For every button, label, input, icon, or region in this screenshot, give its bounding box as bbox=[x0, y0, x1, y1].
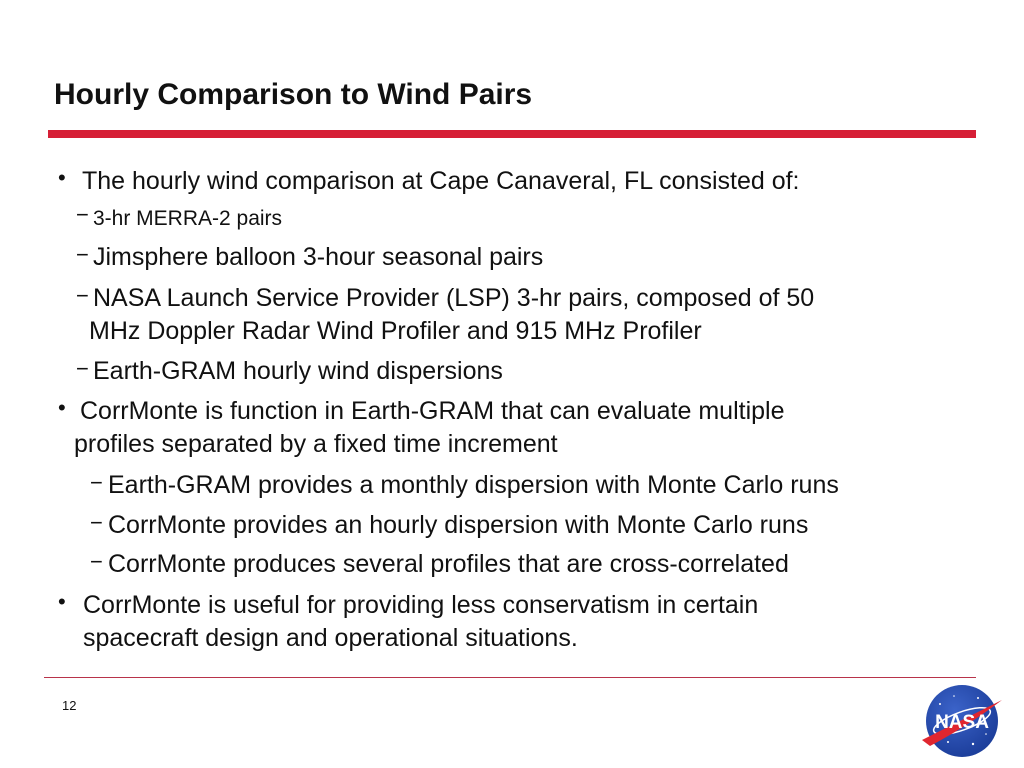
footer-rule bbox=[44, 677, 976, 678]
dash-icon: − bbox=[90, 510, 103, 535]
logo-wordmark: NASA bbox=[935, 712, 989, 733]
title-rule bbox=[48, 130, 976, 138]
bullet-dot-icon: • bbox=[58, 395, 66, 420]
page-number: 12 bbox=[62, 698, 77, 713]
bullet-dot-icon: • bbox=[58, 165, 66, 190]
bullet-1-sub-3-line-2: MHz Doppler Radar Wind Profiler and 915 MHz Profiler bbox=[89, 317, 702, 345]
bullet-1-sub-3-line-1: NASA Launch Service Provider (LSP) 3-hr pairs, composed of 50 bbox=[93, 284, 815, 312]
bullet-1-sub-4: Earth-GRAM hourly wind dispersions bbox=[93, 357, 503, 385]
bullet-2-sub-2: CorrMonte provides an hourly dispersion with Monte Carlo runs bbox=[108, 511, 809, 539]
bullet-2-line-2: profiles separated by a fixed time increment bbox=[74, 430, 558, 458]
dash-icon: − bbox=[76, 283, 89, 308]
dash-icon: − bbox=[90, 549, 103, 574]
dash-icon: − bbox=[76, 356, 89, 381]
bullet-dot-icon: • bbox=[58, 589, 66, 614]
bullet-2-sub-3: CorrMonte produces several profiles that are cross-correlated bbox=[108, 550, 789, 578]
dash-icon: − bbox=[76, 202, 89, 227]
bullet-1-sub-2: Jimsphere balloon 3-hour seasonal pairs bbox=[93, 243, 544, 271]
dash-icon: − bbox=[76, 242, 89, 267]
bullet-2-sub-1: Earth-GRAM provides a monthly dispersion with Monte Carlo runs bbox=[108, 471, 839, 499]
bullet-3-line-1: CorrMonte is useful for providing less conservatism in certain bbox=[83, 591, 759, 619]
bullet-2-line-1: CorrMonte is function in Earth-GRAM that can evaluate multiple bbox=[80, 397, 785, 425]
bullet-3-line-2: spacecraft design and operational situations. bbox=[83, 624, 578, 652]
slide-title: Hourly Comparison to Wind Pairs bbox=[54, 78, 533, 111]
nasa-logo-icon bbox=[918, 682, 1006, 760]
bullet-1-sub-1: 3-hr MERRA-2 pairs bbox=[93, 207, 283, 230]
dash-icon: − bbox=[90, 470, 103, 495]
bullet-1-text: The hourly wind comparison at Cape Canaveral, FL consisted of: bbox=[82, 167, 800, 195]
